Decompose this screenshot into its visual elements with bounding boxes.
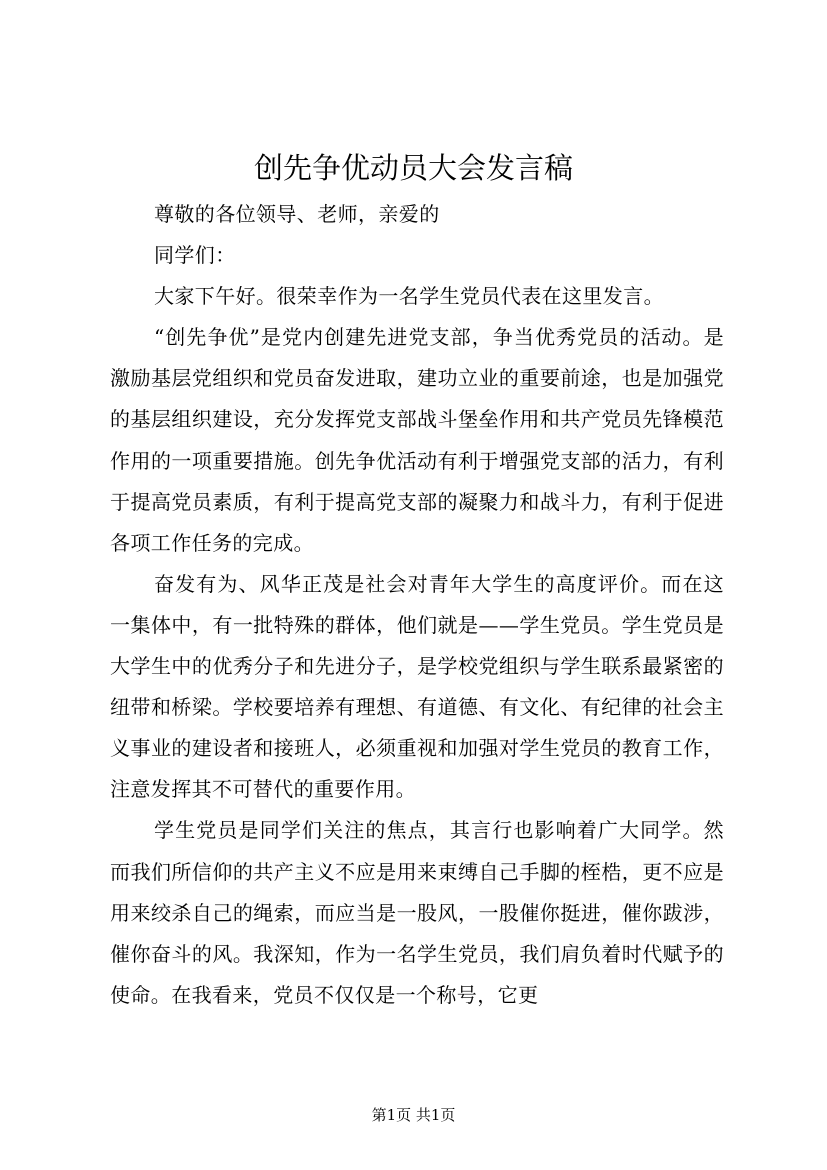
document-body [110, 194, 724, 1016]
page-footer: 第1页 共1页 [371, 1106, 456, 1124]
paragraph-student-members: 奋发有为、风华正茂是社会对青年大学生的高度评价。而在这一集体中，有一批特殊的群体，他们就是——学生党员。学生党员是大学生中的优秀分子和先进分子，是学校党组织与学生联系最紧密的纽带和桥梁。学校要培养有理想、有道德、有文化、有纪律的社会主义事业的建设者和接班人，必须重视和加强对学生党员的教育工作，注意发挥其不可替代的重要作用。 [110, 571, 724, 802]
paragraph-mission: 学生党员是同学们关注的焦点，其言行也影响着广大同学。然而我们所信仰的共产主义不应是用来束缚自己手脚的桎梏，更不应是用来绞杀自己的绳索，而应当是一股风，一股催你挺进，催你跋涉，催你奋斗的风。我深知，作为一名学生党员，我们肩负着时代赋予的使命。在我看来，党员不仅仅是一个称号，它更 [110, 818, 724, 1007]
paragraph-greeting: 大家下午好。很荣幸作为一名学生党员代表在这里发言。 [154, 284, 664, 309]
paragraph-activity: “创先争优”是党内创建先进党支部，争当优秀党员的活动。是激励基层党组织和党员奋发进取，建功立业的重要前途，也是加强党的基层组织建设，充分发挥党支部战斗堡垒作用和共产党员先锋模范作用的一项重要措施。创先争优活动有利于增强党支部的活力，有利于提高党员素质，有利于提高党支部的凝聚力和战斗力，有利于促进各项工作任务的完成。 [110, 325, 724, 555]
salutation-line-1: 尊敬的各位领导、老师，亲爱的 [154, 202, 440, 226]
salutation-line-2: 同学们： [154, 243, 236, 268]
document-title: 创先争优动员大会发言稿 [253, 151, 573, 185]
